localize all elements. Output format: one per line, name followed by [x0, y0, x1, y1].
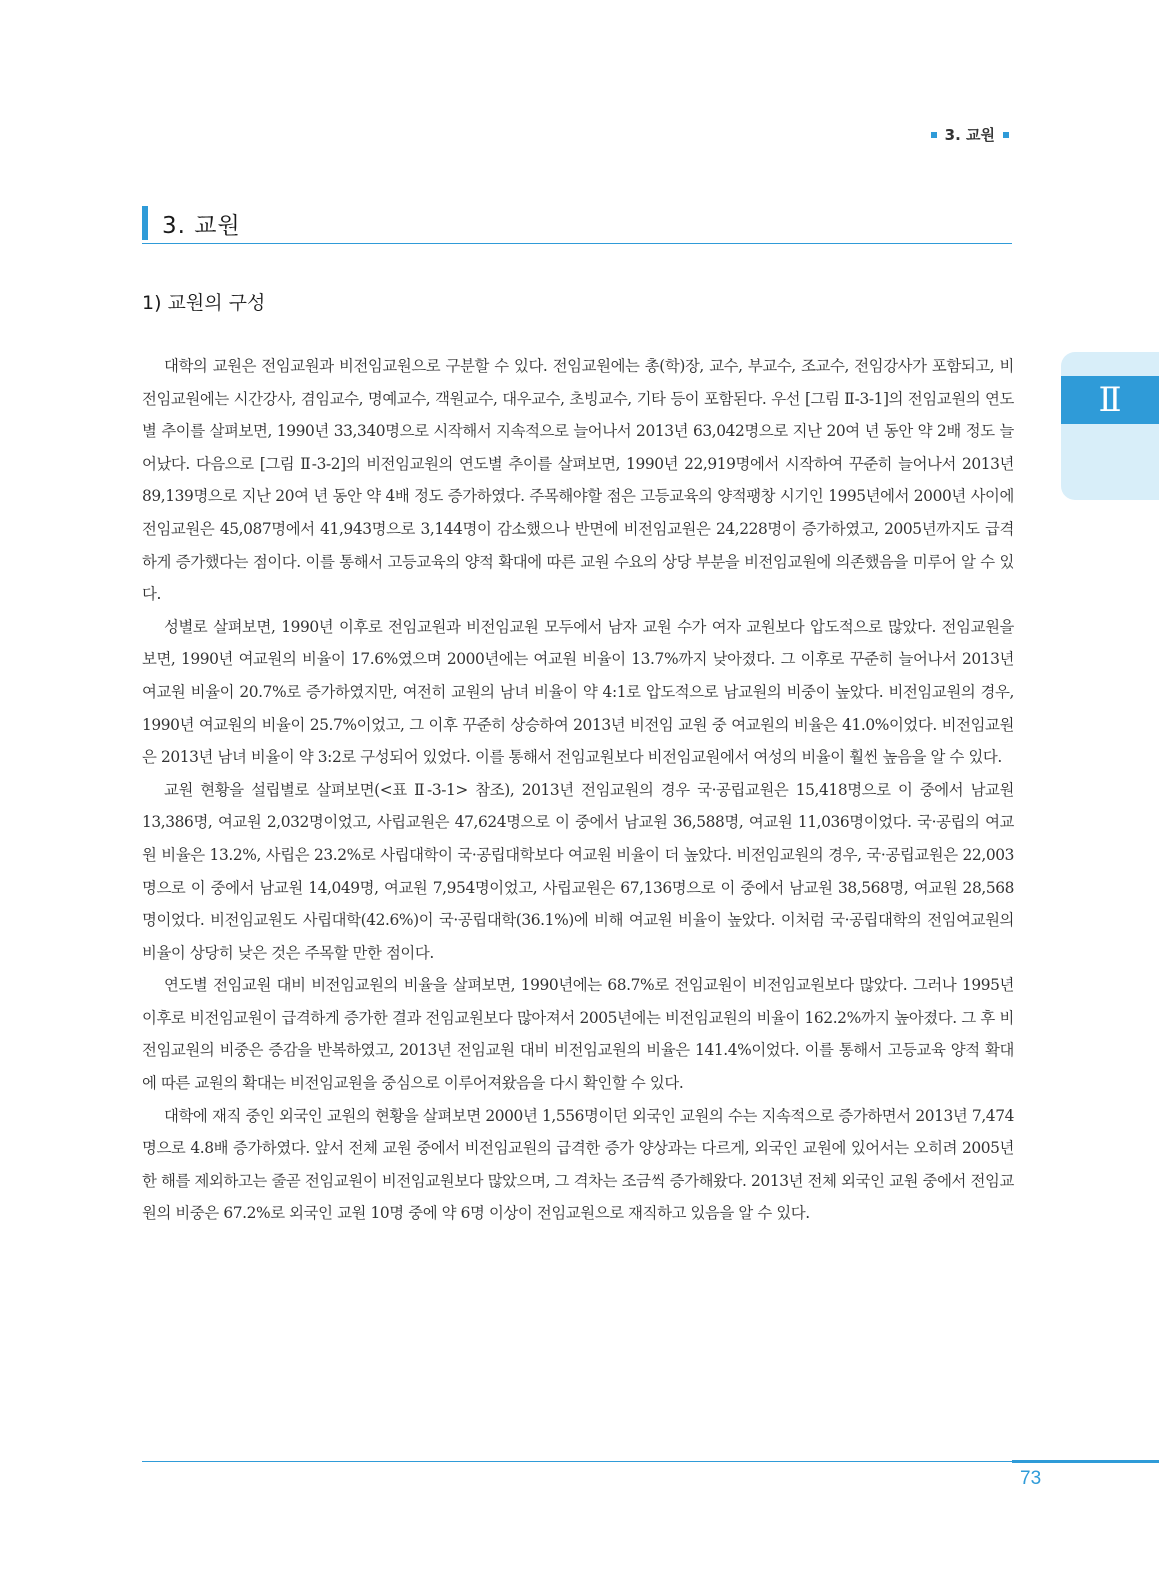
subsection-title: 1) 교원의 구성: [142, 292, 266, 314]
footer-rule-accent: [1012, 1460, 1159, 1463]
paragraph: 연도별 전임교원 대비 비전임교원의 비율을 살펴보면, 1990년에는 68.7%로 전임교원이 비전임교원보다 많았다. 그러나 1995년 이후로 비전임교원이 급격하게 증가한 결과 전임교원보다 많아져서 2005년에는 비전임교원의 비율이 162.2%까지 높아졌다. 그 후 비전임교원의 비중은 증감을 반복하였고, 2013년 전임교원 대비 비전임교원의 비율은 141.4%이었다. 이를 통해서 고등교육 양적 확대에 따른 교원의 확대는 비전임교원을 중심으로 이루어져왔음을 다시 확인할 수 있다.: [142, 976, 1014, 1093]
body-text: [142, 350, 1014, 1230]
bullet-square-icon: [931, 132, 937, 138]
paragraph: 대학에 재직 중인 외국인 교원의 현황을 살펴보면 2000년 1,556명이던 외국인 교원의 수는 지속적으로 증가하면서 2013년 7,474명으로 4.8배 증가하였다. 앞서 전체 교원 중에서 비전임교원의 급격한 증가 양상과는 다르게, 외국인 교원에 있어서는 오히려 2005년 한 해를 제외하고는 줄곧 전임교원이 비전임교원보다 많았으며, 그 격차는 조금씩 증가해왔다. 2013년 전체 외국인 교원 중에서 전임교원의 비중은 67.2%로 외국인 교원 10명 중에 약 6명 이상이 전임교원으로 재직하고 있음을 알 수 있다.: [142, 1106, 1014, 1223]
section-title: 3. 교원: [162, 213, 241, 239]
bullet-square-icon: [1003, 132, 1009, 138]
section-accent-bar: [142, 206, 148, 240]
footer-rule: [142, 1461, 1012, 1462]
page-number: 73: [1020, 1468, 1042, 1489]
paragraph: 대학의 교원은 전임교원과 비전임교원으로 구분할 수 있다. 전임교원에는 총(학)장, 교수, 부교수, 조교수, 전임강사가 포함되고, 비전임교원에는 시간강사, 겸임교수, 명예교수, 객원교수, 대우교수, 초빙교수, 기타 등이 포함된다. 우선 [그림 Ⅱ-3-1]의 전임교원의 연도별 추이를 살펴보면, 1990년 33,340명으로 시작해서 지속적으로 늘어나서 2013년 63,042명으로 지난 20여 년 동안 약 2배 정도 늘어났다. 다음으로 [그림 Ⅱ-3-2]의 비전임교원의 연도별 추이를 살펴보면, 1990년 22,919명에서 시작하여 꾸준히 늘어나서 2013년 89,139명으로 지난 20여 년 동안 약 4배 정도 증가하였다. 주목해야할 점은 고등교육의 양적팽창 시기인 1995년에서 2000년 사이에 전임교원은 45,087명에서 41,943명으로 3,144명이 감소했으나 반면에 비전임교원은 24,228명이 증가하였고, 2005년까지도 급격하게 증가했다는 점이다. 이를 통해서 고등교육의 양적 확대에 따른 교원 수요의 상당 부분을 비전임교원에 의존했음을 미루어 알 수 있다.: [142, 357, 1014, 604]
paragraph: 교원 현황을 설립별로 살펴보면(<표 Ⅱ-3-1> 참조), 2013년 전임교원의 경우 국·공립교원은 15,418명으로 이 중에서 남교원 13,386명, 여교원 2,032명이었고, 사립교원은 47,624명으로 이 중에서 남교원 36,588명, 여교원 11,036명이었다. 국·공립의 여교원 비율은 13.2%, 사립은 23.2%로 사립대학이 국·공립대학보다 여교원 비율이 더 높았다. 비전임교원의 경우, 국·공립교원은 22,003명으로 이 중에서 남교원 14,049명, 여교원 7,954명이었고, 사립교원은 67,136명으로 이 중에서 남교원 38,568명, 여교원 28,568명이었다. 비전임교원도 사립대학(42.6%)이 국·공립대학(36.1%)에 비해 여교원 비율이 높았다. 이처럼 국·공립대학의 전임여교원의 비율이 상당히 낮은 것은 주목할 만한 점이다.: [142, 780, 1014, 962]
chapter-tab-label: Ⅱ: [1061, 376, 1159, 424]
section-heading: [142, 205, 1012, 244]
paragraph: 성별로 살펴보면, 1990년 이후로 전임교원과 비전임교원 모두에서 남자 교원 수가 여자 교원보다 압도적으로 많았다. 전임교원을 보면, 1990년 여교원의 비율이 17.6%였으며 2000년에는 여교원 비율이 13.7%까지 낮아졌다. 그 이후로 꾸준히 늘어나서 2013년 여교원 비율이 20.7%로 증가하였지만, 여전히 교원의 남녀 비율이 약 4:1로 압도적으로 남교원의 비중이 높았다. 비전임교원의 경우, 1990년 여교원의 비율이 25.7%이었고, 그 이후 꾸준히 상승하여 2013년 비전임 교원 중 여교원의 비율은 41.0%이었다. 비전임교원은 2013년 남녀 비율이 약 3:2로 구성되어 있었다. 이를 통해서 전임교원보다 비전임교원에서 여성의 비율이 훨씬 높음을 알 수 있다.: [142, 617, 1014, 767]
chapter-side-tab: [1061, 352, 1159, 500]
running-header-title: 3. 교원: [944, 126, 995, 144]
running-header: [931, 124, 1009, 145]
